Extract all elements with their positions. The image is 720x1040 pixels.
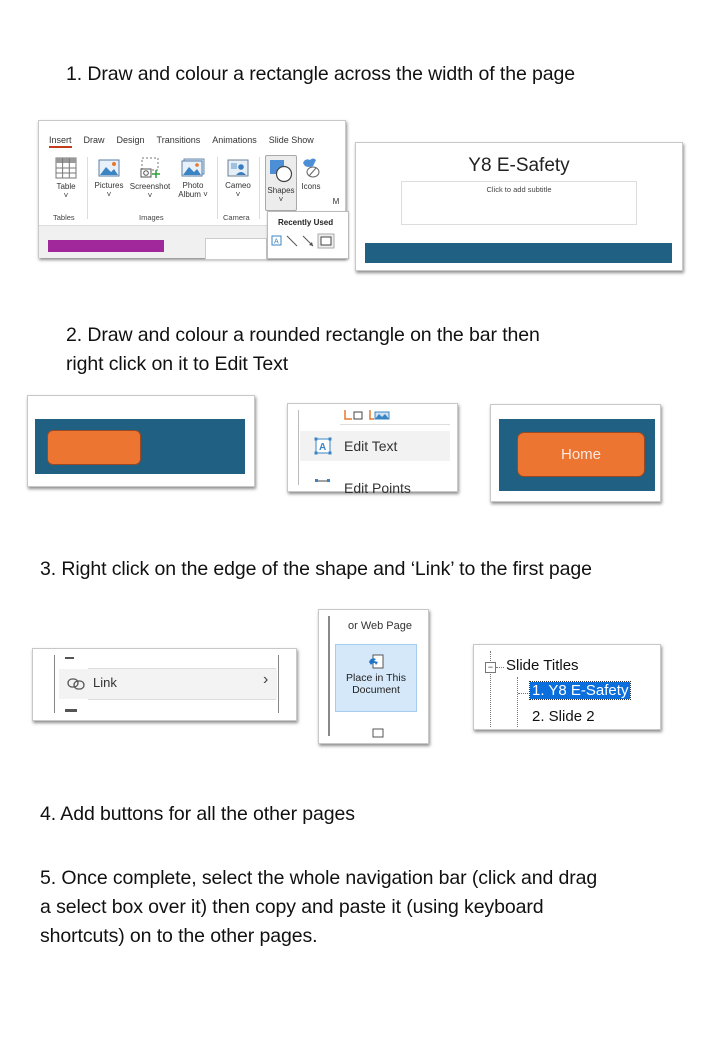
- slide-screenshot: [355, 142, 683, 271]
- tree-item-slide-2-partial[interactable]: 2. Slide 2: [532, 708, 595, 725]
- step-1-instruction: 1. Draw and colour a rectangle across the width of the page: [66, 63, 575, 85]
- slide-titles-tree-screenshot: [473, 644, 661, 730]
- shapes-label: Shapes: [267, 186, 295, 195]
- tab-slide-show[interactable]: Slide Show: [268, 135, 314, 145]
- tab-draw[interactable]: Draw: [83, 135, 105, 145]
- icons-button[interactable]: [297, 157, 325, 191]
- menu-left-rule: [298, 410, 299, 485]
- svg-text:A: A: [319, 442, 327, 453]
- photo-album-label-1: Photo: [182, 181, 204, 190]
- menu-separator: [340, 424, 450, 425]
- tab-transitions[interactable]: Transitions: [156, 135, 201, 145]
- shapes-button[interactable]: [265, 155, 297, 211]
- arrow-shape-icon[interactable]: [303, 236, 313, 246]
- more-button-partial[interactable]: M: [332, 197, 340, 206]
- divider: [259, 157, 260, 219]
- link-menu-screenshot: [32, 648, 297, 721]
- menu-item-link[interactable]: [59, 669, 277, 699]
- photo-album-label-2: Album ˅: [178, 190, 208, 199]
- screenshot-caret: ˅: [147, 191, 153, 200]
- tree-child-line: [517, 677, 518, 727]
- line-shape-icon[interactable]: [287, 236, 297, 246]
- cameo-label: Cameo: [225, 181, 251, 190]
- place-in-this-document-option[interactable]: [335, 644, 417, 712]
- document-place-icon: [368, 654, 384, 670]
- step-2-instruction-line-2: right click on it to Edit Text: [66, 353, 289, 375]
- ribbon-tabs: [49, 135, 314, 148]
- divider: [87, 157, 88, 219]
- photo-album-button[interactable]: [175, 158, 211, 199]
- navigation-bar-rectangle[interactable]: [365, 243, 672, 263]
- edit-text-icon: [314, 437, 332, 455]
- step-5-instruction-line-1: 5. Once complete, select the whole navigation bar (click and drag: [40, 867, 598, 889]
- menu-item-below-partial: [65, 709, 77, 712]
- step-5-instruction-line-2: a select box over it) then copy and paste it (using keyboard: [40, 896, 544, 918]
- slide-canvas-edge: [205, 238, 267, 260]
- menu-item-edit-points-partial[interactable]: [300, 474, 450, 496]
- table-label: Table: [56, 182, 76, 191]
- tab-animations[interactable]: Animations: [212, 135, 257, 145]
- pictures-label: Pictures: [94, 181, 124, 190]
- pictures-button[interactable]: [91, 159, 127, 199]
- subtitle-placeholder-text: Click to add subtitle: [486, 185, 552, 194]
- cameo-button[interactable]: [221, 159, 255, 199]
- shapes-dropdown: [267, 211, 349, 259]
- edit-text-label: Edit Text: [344, 438, 398, 454]
- table-icon: [55, 157, 77, 179]
- group-label-images: Images: [139, 213, 164, 222]
- menu-item-above-partial: [65, 657, 74, 659]
- step-3-instruction: 3. Right click on the edge of the shape and ‘Link’ to the first page: [40, 558, 592, 580]
- group-label-tables: Tables: [53, 213, 75, 222]
- place-label-line-1: Place in This: [346, 672, 406, 684]
- context-menu-screenshot: [287, 403, 458, 496]
- tab-design[interactable]: Design: [116, 135, 145, 145]
- create-new-document-icon-partial[interactable]: [372, 728, 386, 736]
- icons-label: Icons: [301, 182, 321, 191]
- subtitle-placeholder-box[interactable]: [401, 181, 637, 225]
- slide-thumbnail-selected[interactable]: [48, 240, 164, 252]
- tree-node-slide-titles[interactable]: Slide Titles: [506, 657, 579, 674]
- ribbon-screenshot: [38, 120, 346, 258]
- table-caret: ˅: [63, 191, 69, 200]
- home-button-shape[interactable]: [517, 432, 645, 477]
- shapes-caret: ˅: [278, 195, 284, 204]
- recent-shapes-row: [271, 234, 341, 248]
- place-label-line-2: Document: [352, 684, 400, 696]
- slide-title: Y8 E-Safety: [468, 155, 570, 176]
- tree-item-slide-1-selected[interactable]: 1. Y8 E-Safety: [532, 682, 629, 699]
- screenshot-label: Screenshot: [129, 182, 171, 191]
- collapse-toggle[interactable]: −: [485, 662, 496, 673]
- cameo-icon: [227, 159, 249, 177]
- wrap-icons-row: [344, 409, 404, 421]
- icons-icon: [300, 157, 322, 179]
- step-5-instruction-line-3: shortcuts) on to the other pages.: [40, 925, 318, 947]
- link-label: Link: [93, 675, 117, 690]
- cameo-caret: ˅: [235, 190, 241, 199]
- shapes-icon: [269, 159, 293, 183]
- group-label-camera: Camera: [223, 213, 250, 222]
- tree-branch: [496, 667, 504, 668]
- divider: [217, 157, 218, 219]
- tree-branch: [518, 693, 530, 694]
- photo-album-icon: [181, 158, 205, 177]
- edit-points-label: Edit Points: [344, 480, 411, 496]
- step-4-instruction: 4. Add buttons for all the other pages: [40, 803, 355, 825]
- home-button-label: Home: [560, 446, 601, 463]
- hyperlink-dialog-screenshot: [318, 609, 429, 744]
- menu-right-rule: [278, 655, 279, 713]
- home-button-screenshot: [490, 404, 661, 502]
- submenu-arrow-icon: ›: [263, 671, 269, 688]
- screenshot-button[interactable]: [127, 157, 173, 200]
- bar-with-shape-screenshot: [27, 395, 255, 487]
- pictures-caret: ˅: [106, 190, 112, 199]
- table-button[interactable]: [51, 157, 81, 200]
- textbox-shape-icon[interactable]: [272, 236, 281, 246]
- pictures-icon: [98, 159, 120, 177]
- screenshot-icon: [138, 157, 162, 179]
- menu-item-edit-text[interactable]: [300, 431, 450, 461]
- rounded-rectangle-shape[interactable]: [47, 430, 141, 465]
- link-icon: [67, 678, 85, 690]
- step-2-instruction-line-1: 2. Draw and colour a rounded rectangle on the bar then: [66, 324, 540, 346]
- existing-file-web-page-option[interactable]: or Web Page: [347, 620, 412, 632]
- tab-insert[interactable]: Insert: [49, 135, 72, 148]
- menu-separator: [88, 699, 276, 700]
- svg-text:A: A: [274, 238, 279, 246]
- edit-points-icon: [314, 478, 332, 486]
- dialog-left-rule: [328, 616, 330, 736]
- recently-used-heading: Recently Used: [278, 218, 334, 227]
- menu-left-rule: [54, 655, 55, 713]
- rectangle-shape-icon[interactable]: [318, 234, 334, 248]
